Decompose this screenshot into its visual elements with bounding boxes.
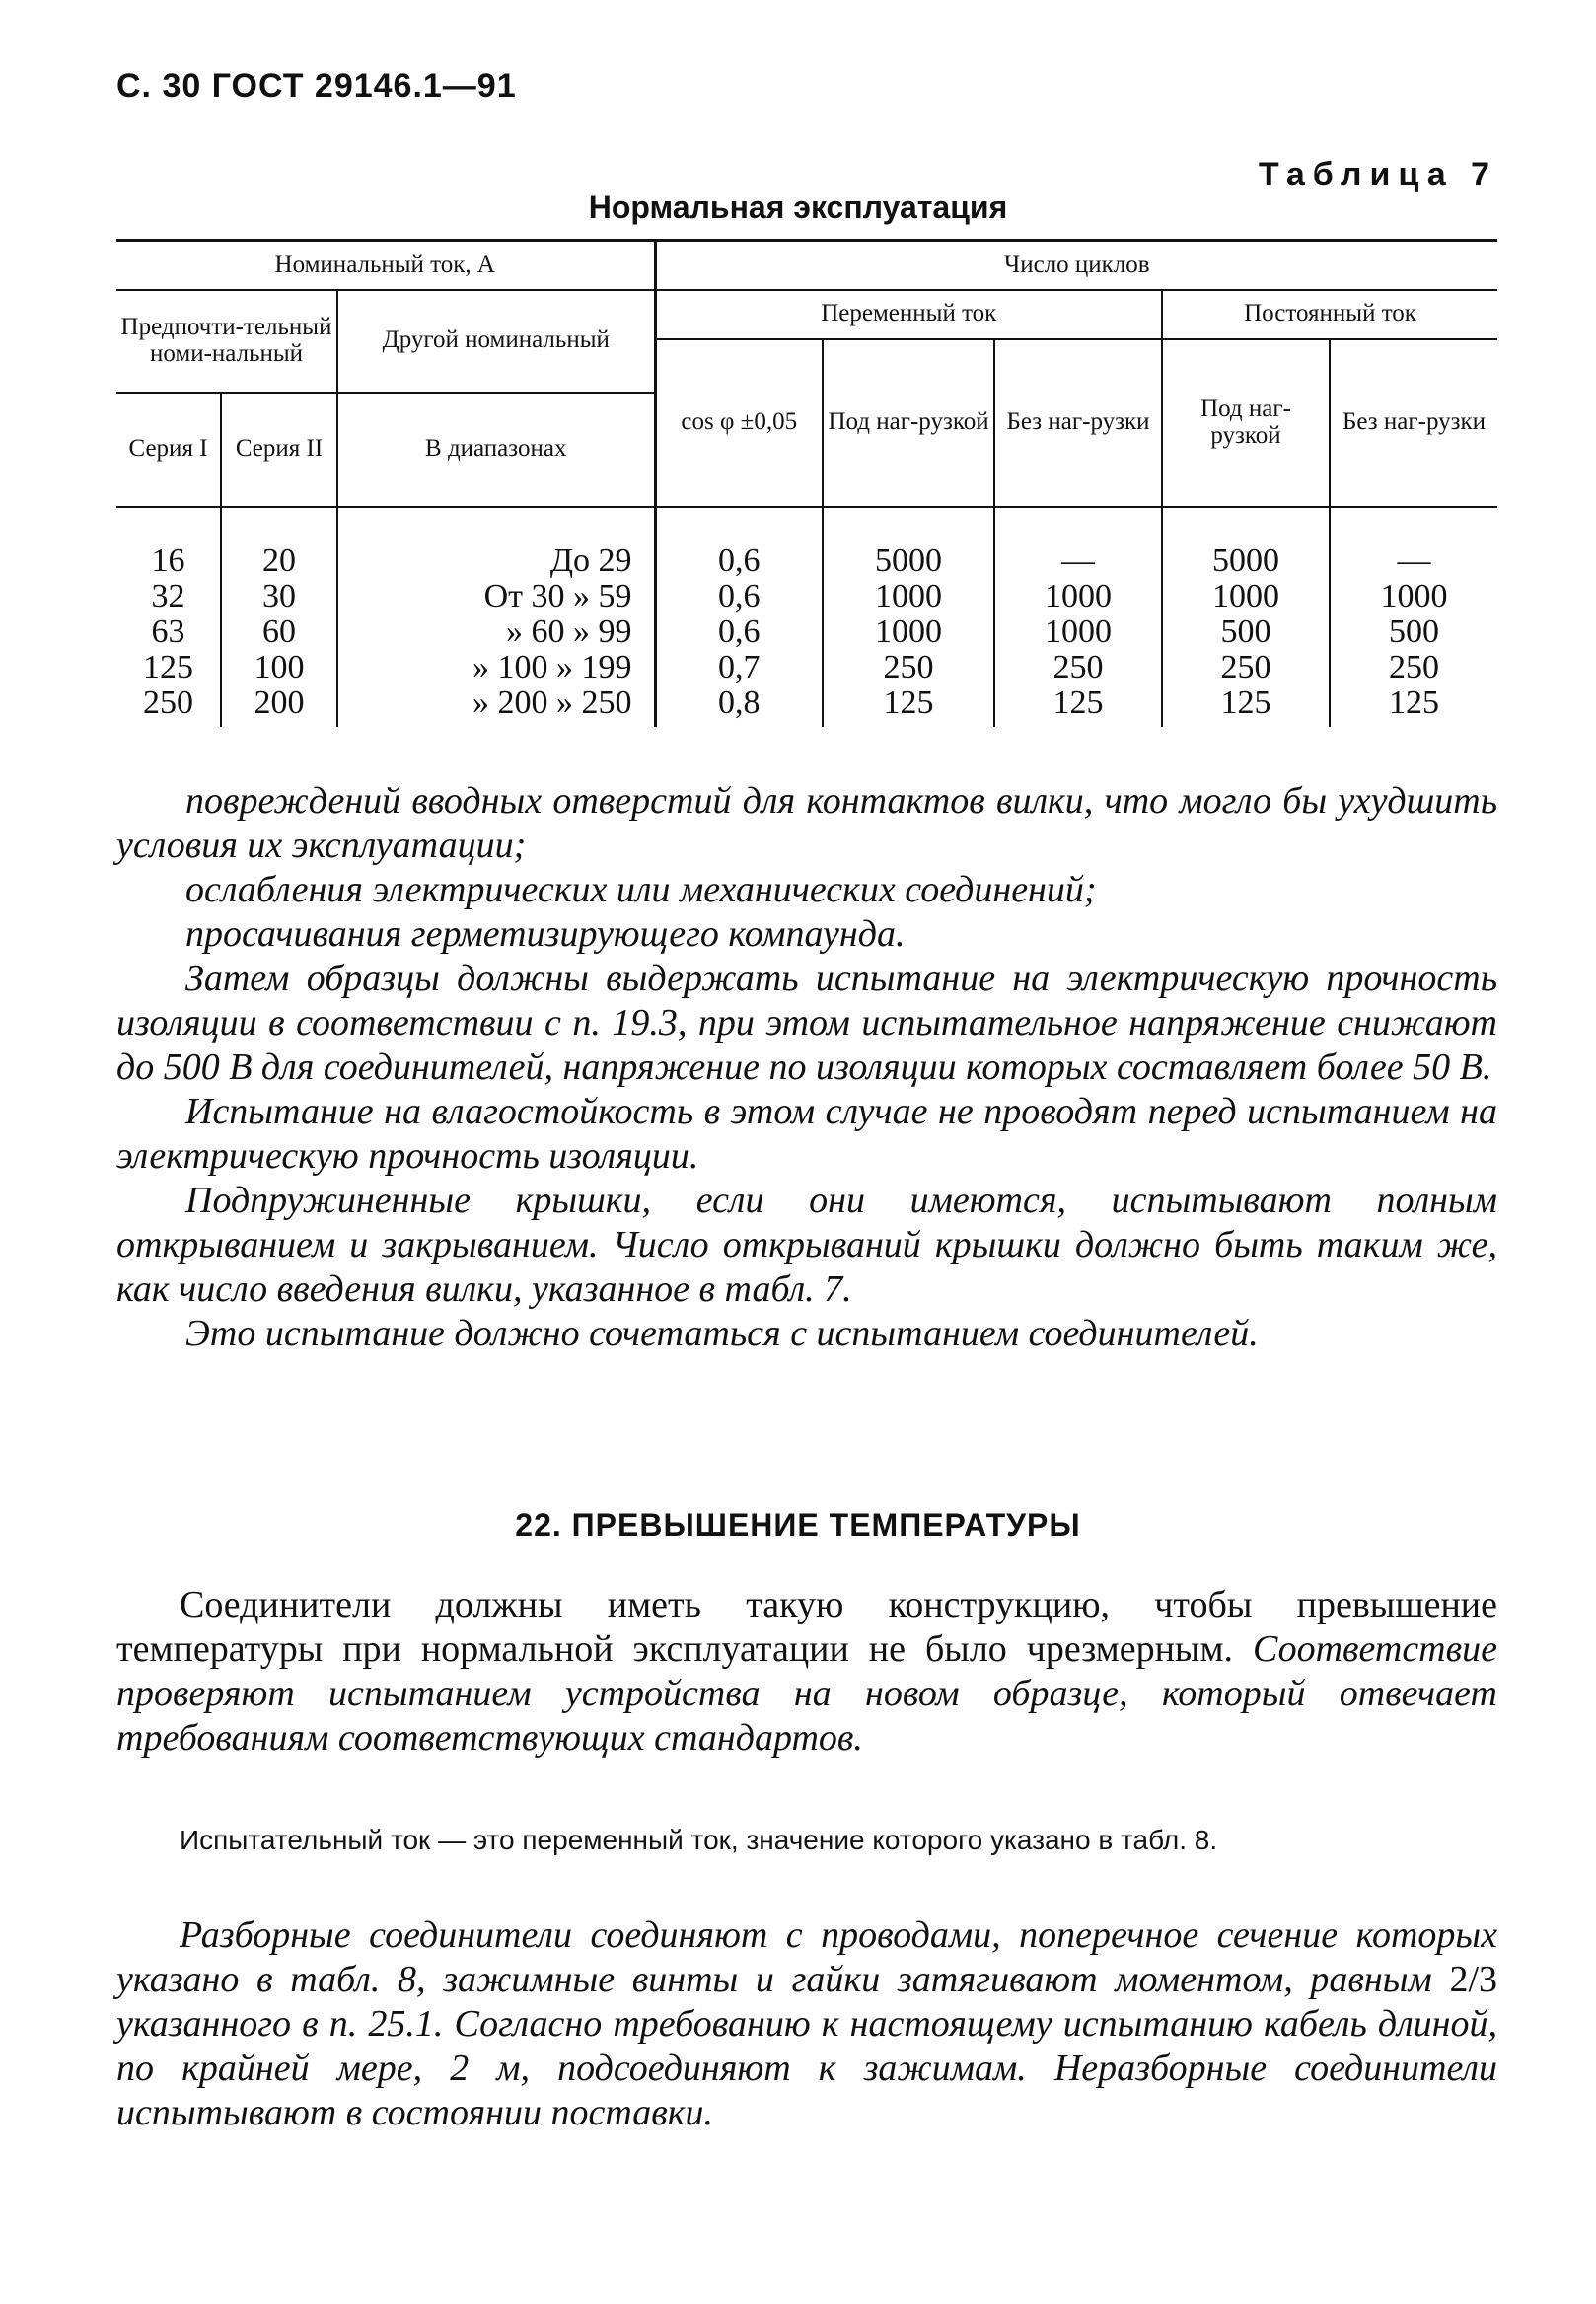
header-cos-phi: cos φ ±0,05 (655, 339, 823, 507)
italic-text-block (116, 779, 1497, 1356)
table-row (116, 579, 1497, 614)
cell-dc-noload: 125 (1330, 685, 1497, 727)
paragraph: просачивания герметизирующего компаунда. (185, 913, 906, 955)
fraction: 2/3 (1449, 1959, 1497, 2000)
header-series-1: Серия I (116, 393, 221, 507)
cell-dc-load: 1000 (1162, 579, 1330, 614)
cell-series-2: 200 (221, 685, 337, 727)
header-ac-noload: Без наг-рузки (994, 339, 1162, 507)
cell-series-2: 100 (221, 650, 337, 685)
cell-cos: 0,7 (655, 650, 823, 685)
header-preferred: Предпочти-тельный номи-нальный (116, 290, 337, 393)
table-label: Таблица 7 (1258, 156, 1497, 193)
table-title: Нормальная эксплуатация (588, 189, 1008, 225)
cell-range: От 30 » 59 (337, 579, 655, 614)
cell-dc-noload: — (1330, 507, 1497, 579)
header-series-2: Серия II (221, 393, 337, 507)
cycles-table (116, 239, 1497, 727)
header-ac-load: Под наг-рузкой (823, 339, 994, 507)
cell-series-1: 250 (143, 684, 193, 721)
cell-ac-noload: — (994, 507, 1162, 579)
paragraph: Затем образцы должны выдержать испытание на электрическую прочность изоляции в соответствии с п. 19.3, при этом испытательное напряжение снижают до 500 В для соединителей, напряжение по изоляции которых составляет более 50 В. (116, 958, 1497, 1088)
cell-series-1: 32 (151, 577, 185, 614)
table-row (116, 685, 1497, 727)
paragraph: ослабления электрических или механических соединений; (185, 869, 1097, 910)
page-header: С. 30 ГОСТ 29146.1—91 (116, 67, 517, 105)
cell-ac-load: 1000 (823, 579, 994, 614)
section-paragraph (116, 1583, 1497, 1761)
small-paragraph (116, 1823, 1497, 1858)
cell-dc-noload: 1000 (1330, 579, 1497, 614)
cell-ac-load: 250 (823, 650, 994, 685)
paragraph-part: указанного в п. 25.1. Согласно требованию к настоящему испытанию кабель длиной, по крайней мере, 2 м, подсоединяют к зажимам. Неразборные соединители испытывают в состоянии поставки. (116, 2003, 1497, 2133)
cell-series-2: 30 (221, 579, 337, 614)
header-nominal-current: Номинальный ток, А (116, 241, 655, 290)
cell-dc-load: 125 (1162, 685, 1330, 727)
cell-ac-noload: 250 (994, 650, 1162, 685)
cell-cos: 0,8 (655, 685, 823, 727)
paragraph: Испытательный ток — это переменный ток, значение которого указано в табл. 8. (180, 1825, 1218, 1855)
cell-series-2: 20 (221, 507, 337, 579)
table-row (116, 507, 1497, 579)
cell-dc-load: 500 (1162, 614, 1330, 650)
cell-range: » 60 » 99 (337, 614, 655, 650)
header-other: Другой номинальный (337, 290, 655, 393)
cell-series-2: 60 (221, 614, 337, 650)
cell-ac-load: 1000 (823, 614, 994, 650)
cell-dc-load: 5000 (1162, 507, 1330, 579)
cell-cos: 0,6 (655, 614, 823, 650)
section-heading: 22. ПРЕВЫШЕНИЕ ТЕМПЕРАТУРЫ (515, 1507, 1081, 1543)
cell-range: » 100 » 199 (337, 650, 655, 685)
cell-ac-load: 125 (823, 685, 994, 727)
table-row (116, 650, 1497, 685)
header-ranges: В диапазонах (337, 393, 655, 507)
paragraph: Испытание на влагостойкость в этом случае не проводят перед испытанием на электрическую прочность изоляции. (116, 1091, 1497, 1177)
header-dc: Постоянный ток (1162, 290, 1497, 339)
cell-ac-noload: 125 (994, 685, 1162, 727)
paragraph: Это испытание должно сочетаться с испытанием соединителей. (185, 1313, 1259, 1354)
cell-range: До 29 (337, 507, 655, 579)
cell-series-1: 125 (143, 648, 193, 685)
header-cycles: Число циклов (655, 241, 1497, 290)
cell-series-1: 63 (151, 612, 185, 650)
cell-dc-noload: 250 (1330, 650, 1497, 685)
paragraph: Подпружиненные крышки, если они имеются, испытывают полным открыванием и закрыванием. Число открываний крышки должно быть таким же, как число введения вилки, указанное в табл. 7. (116, 1180, 1497, 1310)
paragraph-upright: Соединители должны иметь такую конструкцию, чтобы превышение температуры при нормальной эксплуатации не было чрезмерным. (116, 1584, 1497, 1670)
cell-ac-noload: 1000 (994, 614, 1162, 650)
cell-dc-load: 250 (1162, 650, 1330, 685)
header-ac: Переменный ток (655, 290, 1162, 339)
cell-cos: 0,6 (655, 507, 823, 579)
cell-ac-load: 5000 (823, 507, 994, 579)
paragraph: повреждений вводных отверстий для контактов вилки, что могло бы ухудшить условия их эксплуатации; (116, 780, 1497, 866)
cell-cos: 0,6 (655, 579, 823, 614)
cell-range: » 200 » 250 (337, 685, 655, 727)
header-dc-load: Под наг-рузкой (1162, 339, 1330, 507)
paragraph-part: Разборные соединители соединяют с проводами, поперечное сечение которых указано в табл. 8, зажимные винты и гайки затягивают моментом, равным (116, 1914, 1497, 2000)
cell-dc-noload: 500 (1330, 614, 1497, 650)
cell-series-1: 16 (151, 541, 185, 579)
cell-ac-noload: 1000 (994, 579, 1162, 614)
header-dc-noload: Без наг-рузки (1330, 339, 1497, 507)
italic-text-block-2 (116, 1913, 1497, 2135)
table-row (116, 614, 1497, 650)
paragraph-italic: Соответствие проверяют испытанием устройства на новом образце, который отвечает требованиям соответствующих стандартов. (116, 1628, 1497, 1759)
